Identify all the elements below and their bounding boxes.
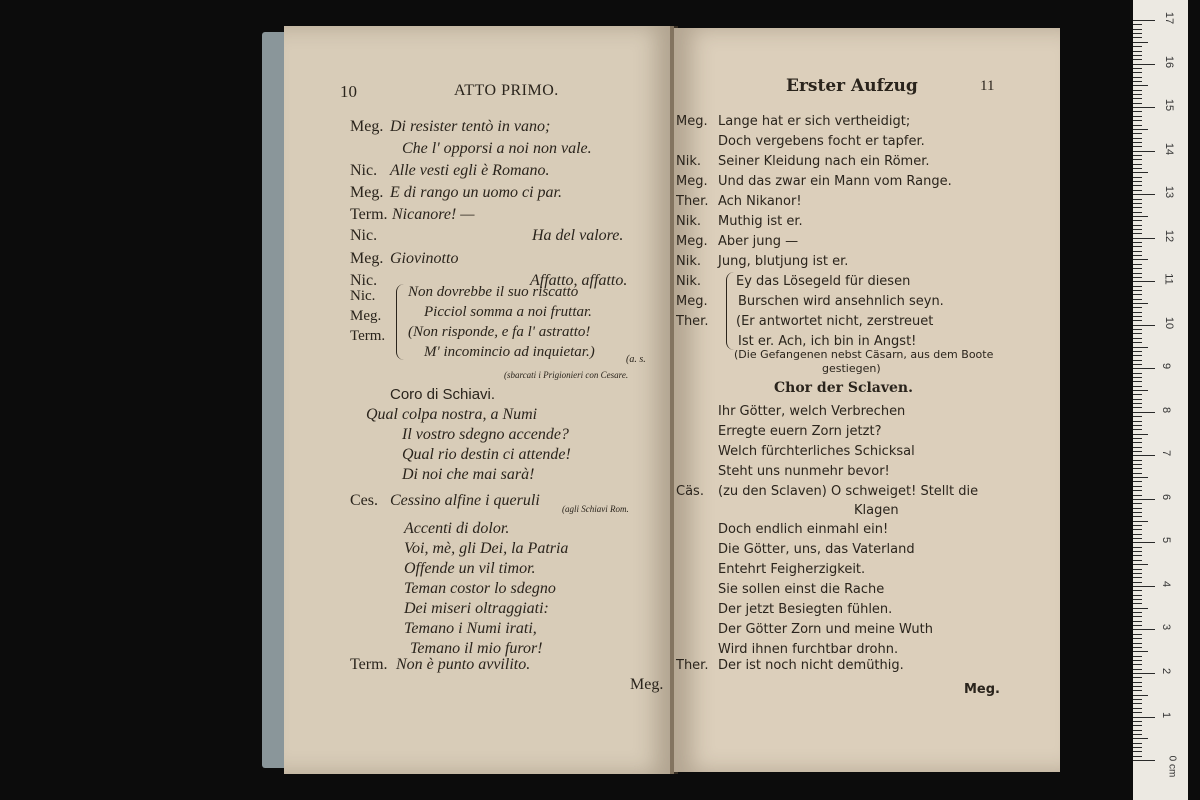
right-chorus-line: Erregte euern Zorn jetzt? [718,424,882,439]
ruler-tick [1133,451,1142,452]
left-running-header: ATTO PRIMO. [454,82,559,99]
ruler-number: 3 [1160,624,1173,631]
ruler-tick [1133,168,1142,169]
right-speaker: Meg. [676,174,708,189]
left-line: Giovinotto [390,250,459,267]
ruler-tick [1133,268,1142,269]
ruler-tick [1133,677,1142,678]
right-trio-line: Ist er. Ach, ich bin in Angst! [738,334,917,349]
ruler-tick [1133,381,1142,382]
ruler-tick [1133,394,1142,395]
ruler-tick [1133,690,1142,691]
ruler-tick [1133,399,1142,400]
ruler-number: 12 [1163,229,1176,242]
right-caes-speaker: Cäs. [676,484,704,499]
right-chorus-line: Welch fürchterliches Schicksal [718,444,915,459]
ruler-tick [1133,555,1142,556]
left-trio-line: M' incomincio ad inquietar.) [424,344,595,360]
ruler-tick [1133,481,1142,482]
left-stage-abbr: (a. s. [626,354,646,365]
ruler-tick [1133,355,1142,356]
left-trio-line: Picciol somma a noi fruttar. [424,304,592,320]
ruler-tick [1133,560,1142,561]
left-trio-speaker: Term. [350,328,386,344]
ruler-tick [1133,251,1142,252]
ruler-tick [1133,699,1142,700]
ruler-tick [1133,90,1142,91]
ruler-tick [1133,81,1142,82]
left-ces-line: Offende un vil timor. [404,560,536,577]
ruler-tick [1133,651,1148,652]
ruler-tick [1133,303,1148,304]
right-catchword: Meg. [964,682,1000,697]
ruler-tick [1133,155,1142,156]
ruler-tick [1133,233,1142,234]
ruler-tick [1133,468,1142,469]
ruler-tick [1133,608,1148,609]
ruler-tick [1133,225,1142,226]
ruler-tick [1133,107,1155,108]
left-trio-speaker: Meg. [350,308,382,324]
ruler-tick [1133,199,1142,200]
ruler-tick [1133,516,1142,517]
ruler-tick [1133,212,1142,213]
ruler-tick [1133,643,1142,644]
ruler-tick [1133,325,1155,326]
ruler-tick [1133,203,1142,204]
right-caes-line: Die Götter, uns, das Vaterland [718,542,915,557]
right-line: Doch vergebens focht er tapfer. [718,134,925,149]
right-brace [726,272,734,350]
ruler-tick [1133,386,1142,387]
left-ces-line: Teman costor lo sdegno [404,580,556,597]
ruler-tick [1133,616,1142,617]
ruler-tick [1133,185,1142,186]
ruler-tick [1133,242,1142,243]
ruler-tick [1133,625,1142,626]
left-speaker: Nic. [350,272,378,289]
ruler-tick [1133,712,1142,713]
ruler-tick [1133,477,1148,478]
right-caes-line: Doch endlich einmahl ein! [718,522,889,537]
ruler-tick [1133,743,1142,744]
left-ces-line: Temano il mio furor! [410,640,543,657]
ruler-tick [1133,564,1148,565]
ruler-tick [1133,190,1142,191]
ruler-tick [1133,629,1155,630]
ruler-number: 14 [1163,142,1176,155]
ruler-number: 15 [1163,98,1176,112]
right-caes-line: Der jetzt Besiegten fühlen. [718,602,893,617]
left-speaker: Term. [350,206,388,223]
right-speaker: Ther. [676,194,709,209]
left-line: Nicanore! — [392,206,475,223]
left-speaker: Meg. [350,184,384,201]
ruler-tick [1133,68,1142,69]
ruler-tick [1133,464,1142,465]
left-line: Di resister tentò in vano; [390,118,551,135]
ruler-tick [1133,434,1148,435]
ruler-tick [1133,503,1142,504]
ruler-unit: 0 cm [1166,755,1178,778]
ruler-tick [1133,316,1142,317]
ruler-tick [1133,738,1148,739]
left-line: E di rango un uomo ci par. [390,184,562,201]
right-caes-klagen: Klagen [854,503,899,518]
left-ces-first-line: Cessino alfine i queruli [390,492,540,509]
ruler-tick [1133,94,1142,95]
left-ces-line: Accenti di dolor. [404,520,510,537]
ruler-tick [1133,347,1148,348]
ruler-tick [1133,120,1142,121]
ruler-tick [1133,425,1142,426]
right-trio-speaker: Nik. [676,274,701,289]
right-ther-speaker: Ther. [676,658,709,673]
ruler-tick [1133,573,1142,574]
ruler-number: 7 [1160,450,1173,457]
left-ces-line: Voi, mè, gli Dei, la Patria [404,540,569,557]
right-page-number: 11 [980,78,995,94]
ruler-number: 11 [1162,273,1175,285]
ruler-tick [1133,582,1142,583]
left-term-line: Non è punto avvilito. [396,656,531,673]
right-trio-line: Burschen wird ansehnlich seyn. [738,294,944,309]
ruler-tick [1133,133,1142,134]
ruler-tick [1133,460,1142,461]
ruler-tick [1133,725,1142,726]
right-caes-line: Entehrt Feigherzigkeit. [718,562,866,577]
ruler-number: 10 [1163,316,1176,329]
ruler-tick [1133,111,1142,112]
ruler-tick [1133,333,1142,334]
left-chorus-line: Di noi che mai sarà! [402,466,535,483]
left-line: Che l' opporsi a noi non vale. [402,140,592,157]
ruler-tick [1133,656,1142,657]
ruler-tick [1133,151,1155,152]
ruler-tick [1133,669,1142,670]
left-trio-line: (Non risponde, e fa l' astratto! [408,324,591,340]
left-chorus-title: Coro di Schiavi. [390,386,496,403]
ruler-tick [1133,125,1142,126]
ruler-tick [1133,682,1142,683]
ruler-tick [1133,612,1142,613]
ruler-tick [1133,730,1142,731]
right-trio-speaker: Ther. [676,314,709,329]
right-line: Muthig ist er. [718,214,803,229]
ruler-tick [1133,390,1148,391]
left-ces-speaker: Ces. [350,492,378,509]
ruler-tick [1133,442,1142,443]
ruler-tick [1133,255,1142,256]
left-chorus-line: Qual rio destin ci attende! [402,446,571,463]
ruler-tick [1133,421,1142,422]
left-catchword: Meg. [630,676,664,693]
ruler-tick [1133,238,1155,239]
ruler-tick [1133,312,1142,313]
ruler-tick [1133,751,1142,752]
left-stage-note: (sbarcati i Prigionieri con Cesare. [504,370,629,380]
ruler-tick [1133,320,1142,321]
ruler-tick [1133,368,1155,369]
ruler-number: 16 [1163,55,1176,68]
right-trio-line: Ey das Lösegeld für diesen [736,274,911,289]
left-brace [396,284,405,360]
ruler-tick [1133,603,1142,604]
ruler-tick [1133,673,1155,674]
left-trio-speaker: Nic. [350,288,376,304]
ruler-tick [1133,569,1142,570]
right-line: Aber jung — [718,234,799,249]
ruler-tick [1133,273,1142,274]
ruler-tick [1133,20,1155,21]
right-page [674,28,1060,772]
ruler-tick [1133,586,1155,587]
right-line: Jung, blutjung ist er. [718,254,849,269]
right-trio-line: (Er antwortet nicht, zerstreuet [736,314,934,329]
ruler-tick [1133,621,1142,622]
ruler-tick [1133,142,1142,143]
ruler-number: 5 [1160,537,1173,544]
ruler-number: 9 [1160,363,1173,370]
ruler-tick [1133,490,1142,491]
ruler-tick [1133,538,1142,539]
measurement-ruler [1133,0,1188,800]
ruler-tick [1133,447,1142,448]
ruler-tick [1133,521,1148,522]
right-line: Lange hat er sich vertheidigt; [718,114,911,129]
right-running-header: Erster Aufzug [786,76,918,96]
ruler-tick [1133,159,1142,160]
ruler-tick [1133,29,1142,30]
left-line: Affatto, affatto. [530,272,628,289]
ruler-tick [1133,164,1142,165]
ruler-tick [1133,220,1142,221]
ruler-tick [1133,55,1142,56]
ruler-tick [1133,377,1142,378]
ruler-number: 2 [1160,667,1173,674]
ruler-tick [1133,329,1142,330]
ruler-tick [1133,294,1142,295]
ruler-tick [1133,486,1142,487]
ruler-tick [1133,360,1142,361]
ruler-tick [1133,364,1142,365]
ruler-tick [1133,229,1142,230]
ruler-tick [1133,177,1142,178]
ruler-tick [1133,138,1142,139]
left-speaker: Meg. [350,250,384,267]
ruler-tick [1133,760,1155,761]
ruler-tick [1133,634,1142,635]
right-stage-note-1: (Die Gefangenen nebst Cäsarn, aus dem Boote [734,348,994,361]
right-caes-line: Sie sollen einst die Rache [718,582,885,597]
left-speaker: Nic. [350,227,378,244]
ruler-tick [1133,703,1142,704]
right-chorus-title: Chor der Sclaven. [774,380,913,396]
ruler-tick [1133,194,1155,195]
left-ces-note: (agli Schiavi Rom. [562,504,629,514]
right-chorus-line: Ihr Götter, welch Verbrechen [718,404,906,419]
ruler-number: 17 [1163,11,1176,25]
right-caes-line: Wird ihnen furchtbar drohn. [718,642,899,657]
ruler-tick [1133,216,1148,217]
left-page [284,26,674,774]
right-caes-line: Der Götter Zorn und meine Wuth [718,622,934,637]
left-term-speaker: Term. [350,656,388,673]
ruler-tick [1133,77,1142,78]
ruler-tick [1133,455,1155,456]
ruler-tick [1133,412,1155,413]
ruler-tick [1133,37,1142,38]
ruler-tick [1133,373,1142,374]
ruler-tick [1133,64,1155,65]
left-line: Alle vesti egli è Romano. [390,162,550,179]
ruler-tick [1133,734,1142,735]
ruler-tick [1133,416,1142,417]
ruler-tick [1133,547,1142,548]
ruler-tick [1133,403,1142,404]
ruler-tick [1133,551,1142,552]
ruler-tick [1133,307,1142,308]
ruler-tick [1133,351,1142,352]
ruler-tick [1133,85,1148,86]
ruler-tick [1133,508,1142,509]
ruler-tick [1133,181,1142,182]
ruler-tick [1133,46,1142,47]
ruler-tick [1133,59,1142,60]
ruler-tick [1133,338,1142,339]
right-caes-first-line: (zu den Sclaven) O schweiget! Stellt die [718,484,979,499]
ruler-tick [1133,146,1142,147]
ruler-number: 13 [1163,185,1176,199]
ruler-tick [1133,246,1142,247]
left-ces-line: Temano i Numi irati, [404,620,537,637]
ruler-tick [1133,342,1142,343]
right-speaker: Nik. [676,154,701,169]
ruler-number: 6 [1160,493,1173,500]
ruler-tick [1133,281,1155,282]
ruler-tick [1133,129,1148,130]
ruler-tick [1133,407,1142,408]
left-chorus-line: Qual colpa nostra, a Numi [366,406,538,423]
ruler-tick [1133,259,1148,260]
ruler-tick [1133,542,1155,543]
ruler-tick [1133,686,1142,687]
left-line: Ha del valore. [532,227,624,244]
ruler-tick [1133,277,1142,278]
right-speaker: Nik. [676,214,701,229]
ruler-tick [1133,495,1142,496]
ruler-tick [1133,529,1142,530]
ruler-tick [1133,51,1142,52]
right-speaker: Meg. [676,234,708,249]
right-trio-speaker: Meg. [676,294,708,309]
ruler-tick [1133,660,1142,661]
ruler-tick [1133,695,1148,696]
ruler-tick [1133,116,1142,117]
ruler-number: 4 [1160,580,1173,587]
ruler-tick [1133,429,1142,430]
right-speaker: Nik. [676,254,701,269]
ruler-tick [1133,264,1142,265]
ruler-tick [1133,299,1142,300]
ruler-tick [1133,664,1142,665]
ruler-tick [1133,721,1142,722]
ruler-tick [1133,708,1142,709]
open-book [262,26,1060,774]
ruler-tick [1133,756,1142,757]
ruler-tick [1133,599,1142,600]
left-speaker: Meg. [350,118,384,135]
ruler-tick [1133,595,1142,596]
ruler-tick [1133,42,1148,43]
ruler-tick [1133,72,1142,73]
ruler-tick [1133,590,1142,591]
right-line: Und das zwar ein Mann vom Range. [718,174,952,189]
left-trio-line: Non dovrebbe il suo riscatto [408,284,579,300]
right-ther-line: Der ist noch nicht demüthig. [718,658,904,673]
ruler-tick [1133,717,1155,718]
ruler-tick [1133,647,1142,648]
ruler-tick [1133,525,1142,526]
ruler-tick [1133,473,1142,474]
ruler-tick [1133,103,1142,104]
ruler-tick [1133,512,1142,513]
ruler-tick [1133,534,1142,535]
ruler-number: 1 [1160,711,1173,718]
left-page-number: 10 [340,82,357,101]
right-line: Seiner Kleidung nach ein Römer. [718,154,930,169]
right-speaker: Meg. [676,114,708,129]
left-ces-line: Dei miseri oltraggiati: [404,600,549,617]
ruler-tick [1133,438,1142,439]
ruler-tick [1133,24,1142,25]
right-chorus-line: Steht uns nunmehr bevor! [718,464,890,479]
left-chorus-line: Il vostro sdegno accende? [402,426,569,443]
ruler-tick [1133,747,1142,748]
ruler-tick [1133,499,1155,500]
ruler-tick [1133,98,1142,99]
ruler-tick [1133,290,1142,291]
ruler-tick [1133,577,1142,578]
right-stage-note-2: gestiegen) [822,362,881,375]
ruler-tick [1133,207,1142,208]
ruler-tick [1133,638,1142,639]
left-speaker: Nic. [350,162,378,179]
ruler-tick [1133,33,1142,34]
right-line: Ach Nikanor! [718,194,802,209]
ruler-number: 8 [1160,406,1173,413]
ruler-tick [1133,172,1148,173]
ruler-tick [1133,286,1142,287]
